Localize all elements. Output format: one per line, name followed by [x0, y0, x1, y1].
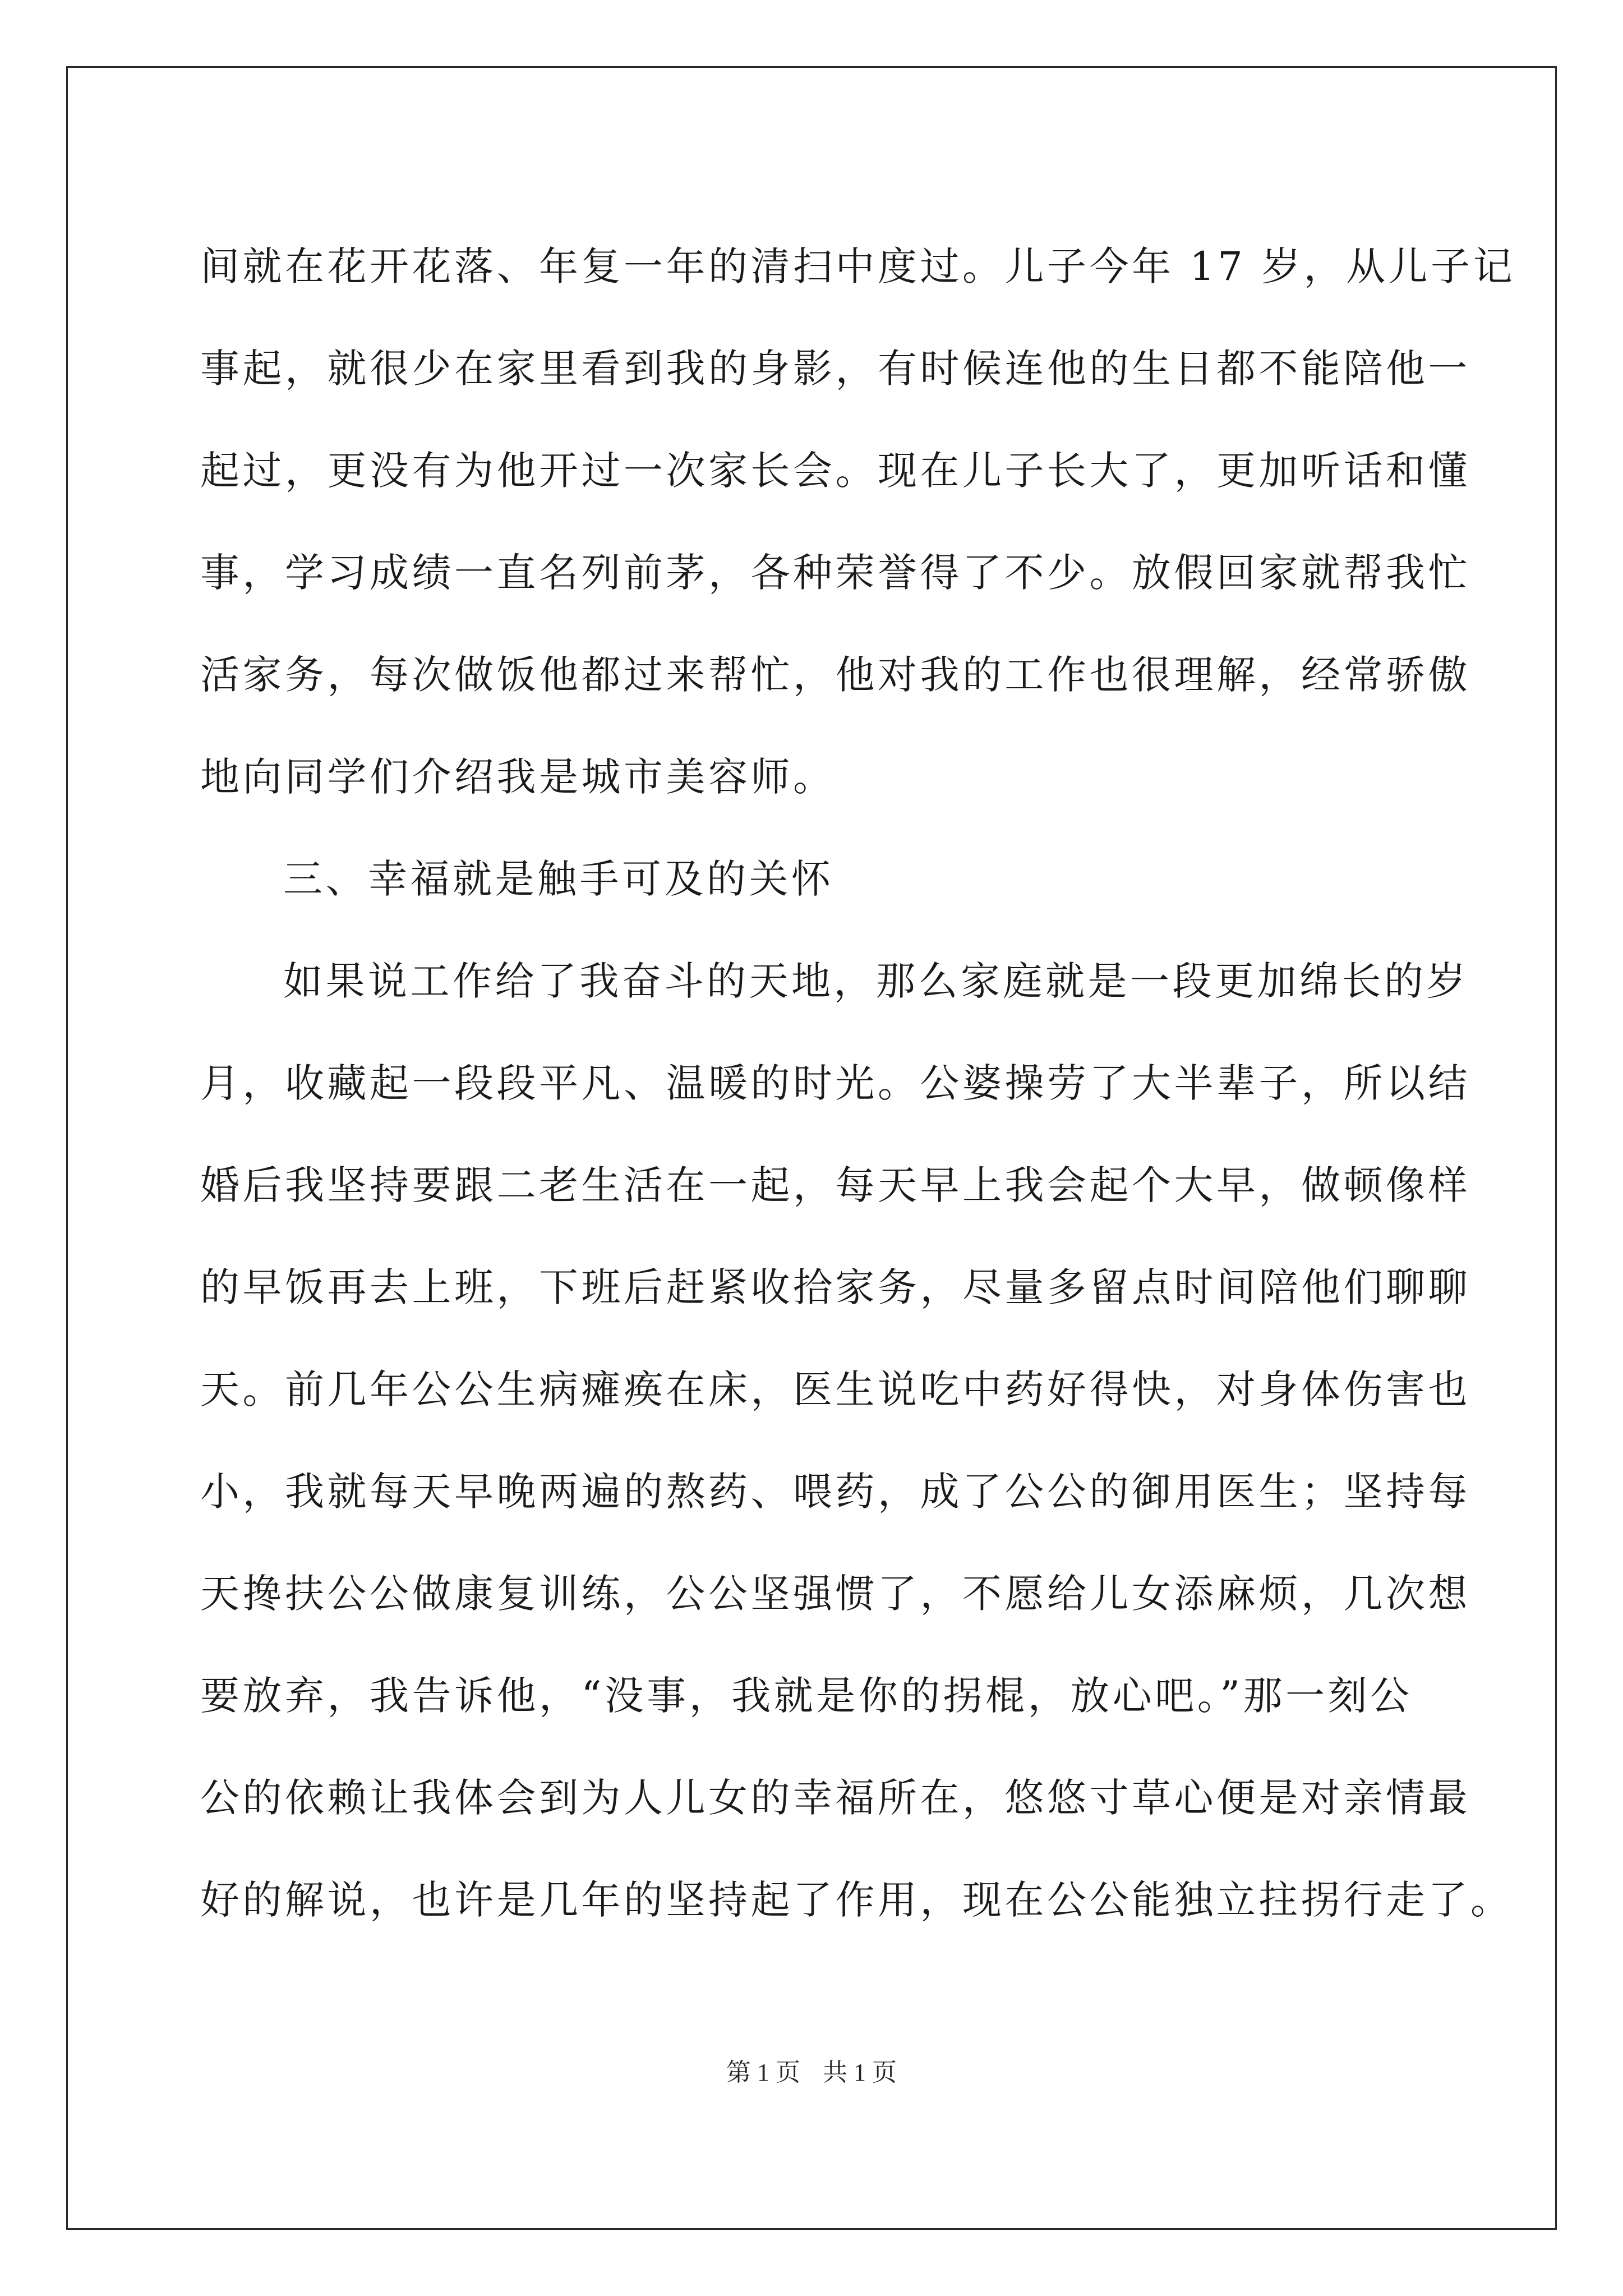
paragraph-line: 活家务，每次做饭他都过来帮忙，他对我的工作也很理解，经常骄傲: [200, 652, 1470, 698]
paragraph-line: 公的依赖让我体会到为人儿女的幸福所在，悠悠寸草心便是对亲情最: [200, 1775, 1470, 1821]
page-footer: [0, 2052, 1623, 2088]
paragraph-line: 的早饭再去上班，下班后赶紧收拾家务，尽量多留点时间陪他们聊聊: [200, 1264, 1470, 1310]
page-number-total: 共 1 页: [823, 2059, 897, 2086]
paragraph-line: 天。前几年公公生病瘫痪在床，医生说吃中药好得快，对身体伤害也: [200, 1366, 1470, 1412]
document-body: [200, 215, 1516, 1951]
paragraph-line: 起过，更没有为他开过一次家长会。现在儿子长大了，更加听话和懂: [200, 448, 1470, 494]
paragraph-line: 事，学习成绩一直名列前茅，各种荣誉得了不少。放假回家就帮我忙: [200, 550, 1470, 596]
paragraph-line: 月，收藏起一段段平凡、温暖的时光。公婆操劳了大半辈子，所以结: [200, 1060, 1470, 1106]
paragraph-line: 天搀扶公公做康复训练，公公坚强惯了，不愿给儿女添麻烦，几次想: [200, 1571, 1470, 1617]
paragraph-line: 间就在花开花落、年复一年的清扫中度过。儿子今年 17 岁，从儿子记: [200, 243, 1516, 289]
page-number-current: 第 1 页: [726, 2059, 800, 2086]
paragraph-line: 小，我就每天早晚两遍的熬药、喂药，成了公公的御用医生；坚持每: [200, 1469, 1470, 1515]
paragraph-line: 婚后我坚持要跟二老生活在一起，每天早上我会起个大早，做顿像样: [200, 1162, 1470, 1208]
paragraph-line: 如果说工作给了我奋斗的天地，那么家庭就是一段更加绵长的岁: [283, 958, 1469, 1004]
paragraph-line: 事起，就很少在家里看到我的身影，有时候连他的生日都不能陪他一: [200, 346, 1470, 392]
paragraph-line: 要放弃，我告诉他，“没事，我就是你的拐棍，放心吧。”那一刻公: [200, 1673, 1413, 1719]
paragraph-line: 地向同学们介绍我是城市美容师。: [200, 754, 836, 800]
paragraph-line: 好的解说，也许是几年的坚持起了作用，现在公公能独立拄拐行走了。: [200, 1877, 1513, 1923]
section-heading: 三、幸福就是触手可及的关怀: [283, 856, 834, 902]
